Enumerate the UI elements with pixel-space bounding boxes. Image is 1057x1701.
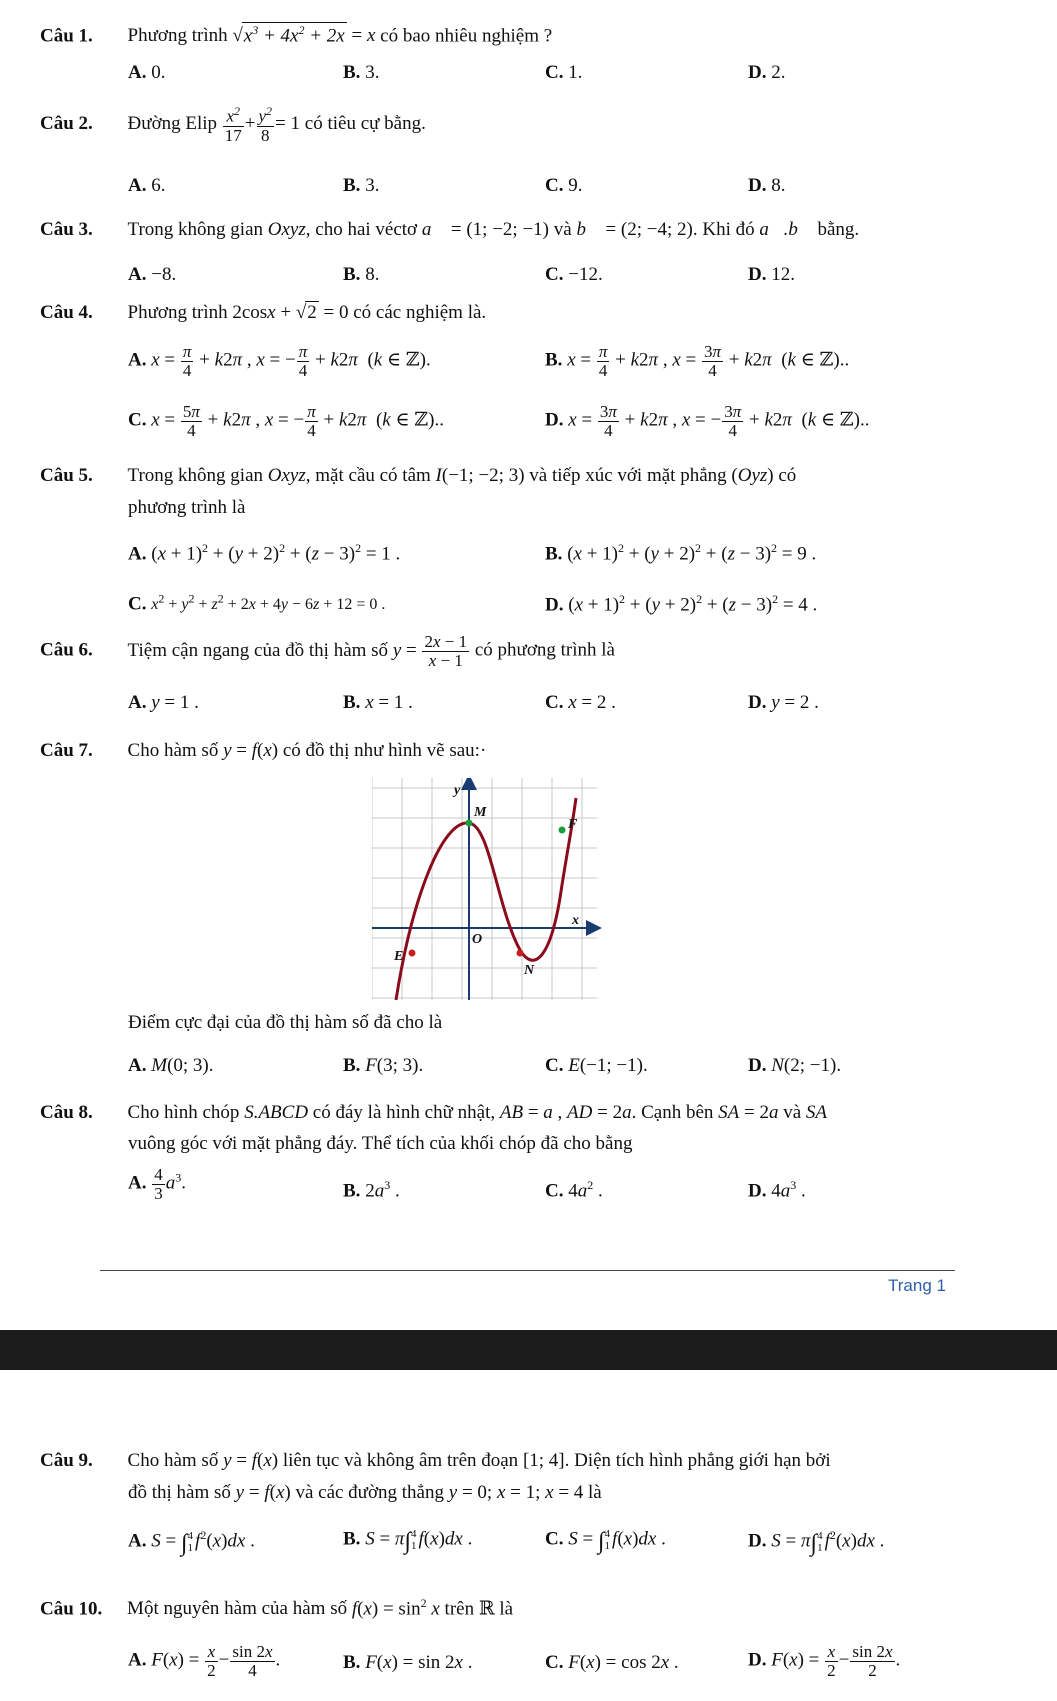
y-label: y [454,783,461,798]
option-c[interactable]: C. 9. [545,175,583,196]
question-9: Câu 9. Cho hàm số y = f(x) liên tục và không âm trên đoạn [1; 4]. Diện tích hình phẳng giới hạn bởi [40,1450,831,1471]
question-3: Câu 3. Trong không gian Oxyz, cho hai véctơ a⃗ = (1; −2; −1) và b⃗ = (2; −4; 2). Khi đó a⃗.b⃗ bằng. [40,219,860,240]
page-separator [0,1330,1057,1370]
option-b[interactable]: B. 3. [343,62,380,83]
question-text: Trong không gian [127,219,264,240]
option-b[interactable]: B. 8. [343,264,380,285]
point-f [559,827,566,834]
option-c[interactable]: C. x = 2 . [545,692,616,713]
option-a[interactable]: A. S = ∫ 4 1 $f^2(x)dx$ . [128,1528,255,1557]
question-text: Cho hàm số [127,1450,219,1471]
question-4: Câu 4. Phương trình 2cosx + √2 = 0 có các nghiệm là. [40,302,487,323]
equation: y = f(x) [223,740,279,761]
option-b[interactable]: B. x = 1 . [343,692,413,713]
option-b[interactable]: B. F(x) = sin 2x . [343,1652,473,1673]
question-number: Câu 5. [40,465,93,486]
question-text: Đường Elip [127,113,218,135]
option-b[interactable]: B. S = π∫ 4 1 f(x)dx . [343,1528,473,1555]
option-a[interactable]: A. x = $\frac{\pi}{4}$ + k2π , x = − $\frac{\pi}{4}$ + k2π (k ∈ ℤ). [128,342,431,380]
equation: y = $\frac{2x - 1}{x - 1}$ [392,632,468,670]
question-7-after: Điểm cực đại của đồ thị hàm số đã cho là [128,1012,443,1033]
option-c[interactable]: C. F(x) = cos 2x . [545,1652,679,1673]
option-a[interactable]: A. M(0; 3). [128,1055,214,1076]
option-b[interactable]: B. F(3; 3). [343,1055,424,1076]
option-d[interactable]: D. $4a^3$ . [748,1178,806,1202]
question-1 [40,22,552,47]
question-text: Phương trình [127,302,228,323]
question-8-line-2: vuông góc với mặt phẳng đáy. Thể tích của khối chóp đã cho bằng [128,1133,633,1154]
question-number: Câu 6. [40,639,93,661]
n-label: N [524,963,535,978]
option-c[interactable]: C. S = ∫ 4 1 f(x)dx . [545,1528,666,1555]
question-2 [40,105,426,144]
page-rule [100,1270,955,1271]
question-text: Trong không gian [127,465,264,486]
option-c[interactable]: C. 1. [545,62,583,83]
option-d[interactable]: D. S = π∫ 4 1 $f^2(x)dx$ . [748,1528,885,1557]
question-text: Một nguyên hàm của hàm số [127,1598,348,1620]
option-b[interactable]: B. $2a^3$ . [343,1178,400,1202]
question-6: Câu 6. Tiệm cận ngang của đồ thị hàm số y = $\frac{2x - 1}{x - 1}$ có phương trình là [40,632,615,670]
option-c[interactable]: C. −12. [545,264,603,285]
question-text: có bao nhiêu nghiệm ? [380,25,553,47]
option-d[interactable]: D. 12. [748,264,795,285]
option-a[interactable]: A. $\frac{4}{3}$ $a^3$. [128,1165,186,1203]
point-m [466,820,473,827]
option-c[interactable]: C. $4a^2$ . [545,1178,603,1202]
equation: 2cosx + √2 = 0 [232,302,349,323]
question-10: Câu 10. Một nguyên hàm của hàm số $f(x) = \sin^2 x$ trên ℝ là [40,1596,514,1620]
point-e [409,950,416,957]
question-text: có tiêu cự bằng. [304,113,426,135]
equation: I(−1; −2; 3) [435,465,525,486]
option-d[interactable]: D. 8. [748,175,786,196]
option-b[interactable]: B. $(x + 1)^2 + (y + 2)^2 + (z - 3)^2 = 9$ . [545,541,817,565]
option-a[interactable]: A. y = 1 . [128,692,199,713]
question-9-line-2: đồ thị hàm số y = f(x) và các đường thẳng y = 0; x = 1; x = 4 là [128,1482,602,1503]
option-d[interactable]: D. F(x) = $\frac{x}{2}$ − $\frac{\sin 2x}{2}$ . [748,1642,901,1680]
m-label: M [474,805,487,820]
question-number: Câu 4. [40,302,93,323]
equation: (Oyz) [731,465,774,486]
option-a[interactable]: A. F(x) = $\frac{x}{2}$ − $\frac{\sin 2x}{4}$ . [128,1642,281,1680]
x-label: x [572,913,579,928]
question-5: Câu 5. Trong không gian Oxyz, mặt cầu có tâm I(−1; −2; 3) và tiếp xúc với mặt phẳng (Oyz) có [40,465,797,486]
equation: $√x^3 + 4x^2 + 2x = x$ [232,23,376,47]
question-text: Tiệm cận ngang của đồ thị hàm số [127,639,389,661]
question-number: Câu 1. [40,25,93,47]
option-a[interactable]: A. $(x + 1)^2 + (y + 2)^2 + (z - 3)^2 = 1$ . [128,541,401,565]
question-text: Cho hàm số [127,740,219,761]
point-n [517,950,524,957]
option-a[interactable]: A. −8. [128,264,177,285]
option-d[interactable]: D. y = 2 . [748,692,819,713]
option-d[interactable]: D. x = $\frac{3\pi}{4}$ + k2π , x = − $\frac{3\pi}{4}$ + k2π (k ∈ ℤ).. [545,402,870,440]
option-d[interactable]: D. $(x + 1)^2 + (y + 2)^2 + (z - 3)^2 = 4$ . [545,592,818,616]
option-c[interactable]: C. $x^2 + y^2 + z^2 + 2x + 4y - 6z + 12 = 0$ . [128,592,386,615]
question-number: Câu 3. [40,219,93,240]
option-c[interactable]: C. E(−1; −1). [545,1055,648,1076]
option-d[interactable]: D. 2. [748,62,786,83]
equation: b⃗ = (2; −4; 2) [576,219,693,240]
option-a[interactable]: A. 0. [128,62,166,83]
option-b[interactable]: B. x = $\frac{\pi}{4}$ + k2π , x = $\frac{3\pi}{4}$ + k2π (k ∈ ℤ).. [545,342,850,380]
e-label: E [394,949,404,964]
f-label: F [568,817,578,832]
curve [396,798,576,1000]
equation: a⃗ = (1; −2; −1) [421,219,549,240]
option-b[interactable]: B. 3. [343,175,380,196]
function-graph [372,778,602,1000]
question-7: Câu 7. Cho hàm số y = f(x) có đồ thị như hình vẽ sau:· [40,740,487,761]
question-8: Câu 8. Cho hình chóp S.ABCD có đáy là hình chữ nhật, AB = a , AD = 2a. Cạnh bên SA = 2a và SA [40,1102,828,1123]
equation: $\frac{x^2}{17}$ + $\frac{y^2}{8}$ = 1 [224,104,301,145]
option-d[interactable]: D. N(2; −1). [748,1055,842,1076]
question-text: Cho hình chóp [127,1102,240,1123]
question-number: Câu 10. [40,1598,103,1620]
option-c[interactable]: C. x = $\frac{5\pi}{4}$ + k2π , x = − $\frac{\pi}{4}$ + k2π (k ∈ ℤ).. [128,402,444,440]
question-text: Phương trình [127,25,228,47]
origin-label: O [472,932,483,947]
question-5-line-2: phương trình là [128,497,246,518]
page-number: Trang 1 [888,1276,946,1295]
option-a[interactable]: A. 6. [128,175,166,196]
question-number: Câu 8. [40,1102,93,1123]
question-number: Câu 9. [40,1450,93,1471]
question-number: Câu 2. [40,113,93,135]
question-number: Câu 7. [40,740,93,761]
